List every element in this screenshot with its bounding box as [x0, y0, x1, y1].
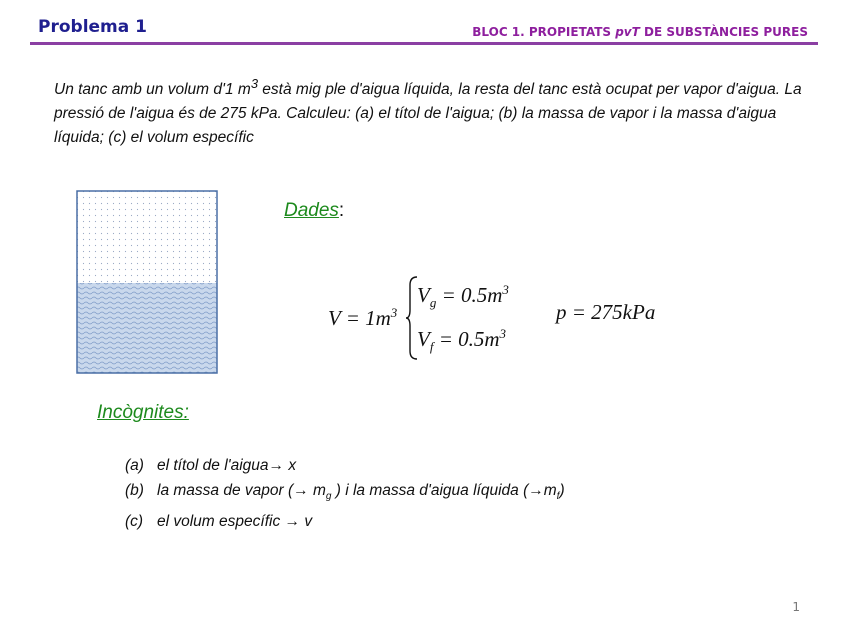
dades-colon: : — [338, 200, 345, 221]
vapor-region — [77, 191, 217, 283]
section-emph: pvT — [615, 25, 640, 39]
vf-rhs: = 0.5m — [433, 327, 500, 351]
vg-exp: 3 — [502, 282, 509, 297]
vf-symbol: V — [417, 327, 430, 351]
liquid-region — [77, 283, 217, 373]
item-text-a: la massa de vapor ( — [157, 482, 294, 499]
vf-subscript: f — [429, 339, 434, 355]
vg-symbol: V — [417, 283, 430, 307]
item-mark: (a) — [125, 457, 144, 474]
header-divider — [30, 42, 818, 45]
item-text-b: ) i la massa d'aigua líquida ( — [335, 482, 529, 499]
statement-exponent: 3 — [250, 76, 258, 91]
arrow-icon: → — [268, 457, 285, 474]
statement-part1: Un tanc amb un volum d'1 m — [54, 81, 251, 99]
item-text: el volum específic — [157, 513, 285, 531]
section-prefix: BLOC 1. PROPIETATS — [472, 25, 616, 39]
problem-statement — [54, 72, 814, 150]
dades-label: Dades — [284, 200, 339, 221]
section-suffix: DE SUBSTÀNCIES PURES — [639, 25, 808, 39]
incognites-heading: Incògnites: — [97, 402, 189, 423]
problem-title: Problema 1 — [38, 17, 147, 37]
total-volume-text: V = 1m — [328, 306, 391, 330]
item-text-c: ) — [559, 482, 565, 499]
section-header — [472, 25, 808, 39]
arrow-icon: → — [293, 482, 309, 499]
mass-symbol: m — [312, 482, 326, 499]
arrow-icon: → — [528, 482, 544, 499]
vapor-volume — [417, 282, 509, 311]
arrow-icon: → — [284, 513, 300, 531]
item-target: x — [288, 457, 297, 474]
mass-sub-g: g — [325, 491, 332, 503]
tank-diagram — [76, 190, 218, 374]
vg-rhs: = 0.5m — [436, 283, 503, 307]
list-item — [125, 509, 565, 534]
mass-sub-f: f — [556, 491, 560, 503]
total-volume-exp: 3 — [390, 305, 398, 320]
vg-subscript: g — [429, 295, 437, 311]
item-target: v — [304, 513, 313, 531]
liquid-volume — [417, 326, 506, 355]
list-item — [125, 478, 565, 509]
statement-part2: està mig ple d'aigua líquida, la resta del tanc està ocupat per vapor d'aigua. La pressió de l'aigua és de 275 kPa. Calculeu: (a) el títol de l'aigua; (b) la massa de vapor i la massa d'aigua líquida; (c) el volum específic — [54, 81, 802, 147]
mass-symbol: m — [543, 482, 557, 499]
total-volume — [328, 305, 397, 331]
pressure: p = 275kPa — [556, 300, 656, 324]
item-mark: (b) — [125, 482, 144, 499]
page-number: 1 — [792, 600, 800, 614]
item-text: el títol de l'aigua — [157, 457, 269, 474]
unknowns-list — [125, 453, 565, 534]
list-item — [125, 453, 565, 478]
vf-exp: 3 — [499, 326, 507, 341]
dades-heading — [284, 200, 344, 222]
item-mark: (c) — [125, 513, 144, 531]
